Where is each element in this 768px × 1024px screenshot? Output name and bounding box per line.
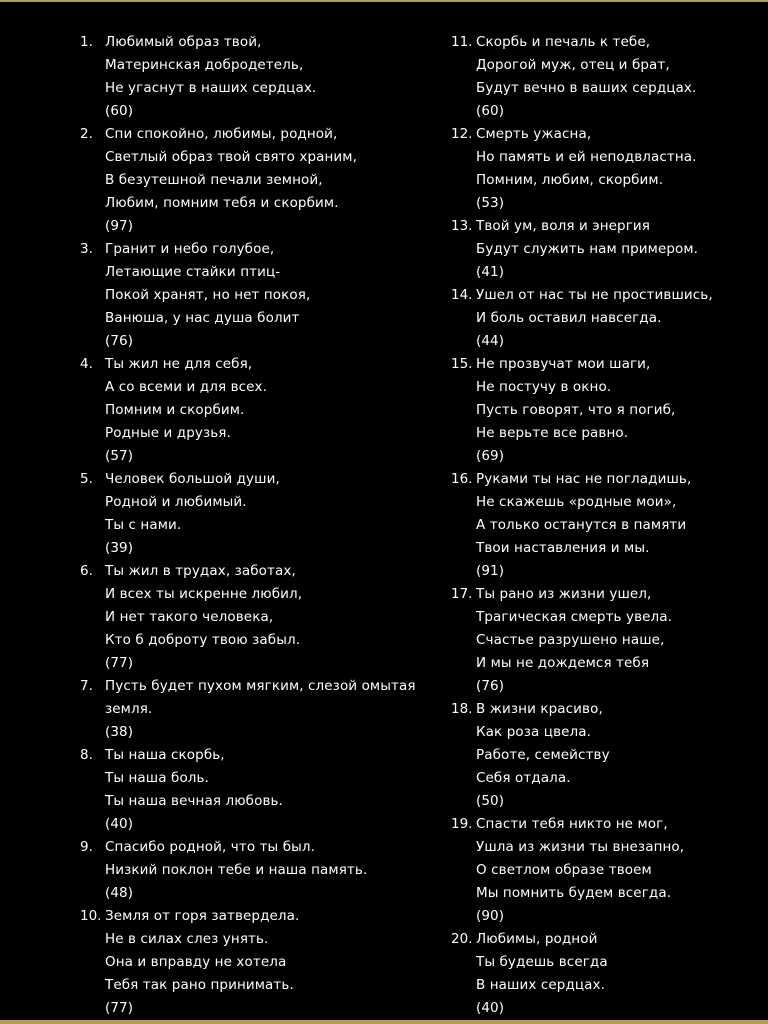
entry-number: 4. [80, 356, 93, 372]
entry-count: (57) [105, 448, 134, 464]
entry-line: Ты наша боль. [105, 770, 209, 786]
entry-line: Но память и ей неподвластна. [476, 149, 697, 165]
epitaph-entry [80, 31, 420, 123]
entry-line: Родной и любимый. [105, 494, 247, 510]
entry-line: Спасибо родной, что ты был. [105, 839, 316, 855]
epitaph-entry [451, 928, 751, 1020]
entry-count: (40) [476, 1000, 505, 1016]
entry-count: (38) [105, 724, 134, 740]
entry-line: Светлый образ твой свято храним, [105, 149, 357, 165]
entry-number: 11. [451, 34, 473, 50]
entry-number: 6. [80, 563, 93, 579]
entry-count: (44) [476, 333, 505, 349]
entry-line: И боль оставил навсегда. [476, 310, 662, 326]
entry-line: Гранит и небо голубое, [105, 241, 275, 257]
entry-line: Спасти тебя никто не мог, [476, 816, 668, 832]
entry-number: 8. [80, 747, 93, 763]
entry-line: Любим, помним тебя и скорбим. [105, 195, 339, 211]
entry-count: (50) [476, 793, 505, 809]
entry-line: Покой хранят, но нет покоя, [105, 287, 311, 303]
entry-count: (69) [476, 448, 505, 464]
entry-line: земля. [105, 701, 153, 717]
entry-line: Не скажешь «родные мои», [476, 494, 677, 510]
left-column [80, 31, 420, 1020]
entry-count: (97) [105, 218, 134, 234]
epitaph-entry [451, 353, 751, 468]
entry-number: 2. [80, 126, 93, 142]
entry-line: Пусть будет пухом мягким, слезой омытая [105, 678, 416, 694]
entry-line: Себя отдала. [476, 770, 571, 786]
entry-count: (40) [105, 816, 134, 832]
entry-line: Любимый образ твой, [105, 34, 262, 50]
entry-number: 9. [80, 839, 93, 855]
entry-count: (60) [105, 103, 134, 119]
entry-line: Смерть ужасна, [476, 126, 592, 142]
epitaph-entry [451, 813, 751, 928]
epitaph-entry [80, 468, 420, 560]
entry-count: (39) [105, 540, 134, 556]
entry-number: 3. [80, 241, 93, 257]
entry-line: Ты будешь всегда [476, 954, 608, 970]
entry-line: Не в силах слез унять. [105, 931, 269, 947]
entry-line: Спи спокойно, любимы, родной, [105, 126, 338, 142]
entry-line: Будут служить нам примером. [476, 241, 699, 257]
entry-line: Помним и скорбим. [105, 402, 245, 418]
epitaph-entry [451, 31, 751, 123]
entry-line: Не постучу в окно. [476, 379, 612, 395]
entry-number: 1. [80, 34, 93, 50]
entry-line: Тебя так рано принимать. [105, 977, 294, 993]
entry-line: В безутешной печали земной, [105, 172, 323, 188]
entry-number: 5. [80, 471, 93, 487]
entry-count: (90) [476, 908, 505, 924]
entry-line: Материнская добродетель, [105, 57, 304, 73]
epitaph-entry [80, 905, 420, 1020]
entry-line: Скорбь и печаль к тебе, [476, 34, 651, 50]
entry-line: Не верьте все равно. [476, 425, 629, 441]
entry-line: Человек большой души, [105, 471, 280, 487]
entry-line: Ушел от нас ты не простившись, [476, 287, 713, 303]
entry-number: 15. [451, 356, 473, 372]
entry-line: Низкий поклон тебе и наша память. [105, 862, 368, 878]
epitaph-entry [80, 836, 420, 905]
entry-line: Она и вправду не хотела [105, 954, 287, 970]
entry-number: 12. [451, 126, 473, 142]
entry-line: Ты с нами. [105, 517, 182, 533]
epitaph-entry [80, 123, 420, 238]
epitaph-entry [451, 583, 751, 698]
entry-line: Ванюша, у нас душа болит [105, 310, 300, 326]
entry-line: Ты наша скорбь, [105, 747, 225, 763]
entry-line: Летающие стайки птиц- [105, 264, 281, 280]
epitaph-entry [451, 468, 751, 583]
entry-line: Земля от горя затвердела. [105, 908, 300, 924]
epitaph-entry [451, 215, 751, 284]
entry-line: О светлом образе твоем [476, 862, 652, 878]
entry-line: Ты жил в трудах, заботах, [105, 563, 296, 579]
entry-count: (41) [476, 264, 505, 280]
entry-line: Пусть говорят, что я погиб, [476, 402, 676, 418]
entry-line: В жизни красиво, [476, 701, 603, 717]
entry-line: Работе, семейству [476, 747, 610, 763]
entry-line: А только останутся в памяти [476, 517, 687, 533]
entry-line: Любимы, родной [476, 931, 598, 947]
entry-line: Твой ум, воля и энергия [476, 218, 651, 234]
entry-line: Кто б доброту твою забыл. [105, 632, 301, 648]
entry-line: Как роза цвела. [476, 724, 592, 740]
entry-line: Руками ты нас не погладишь, [476, 471, 692, 487]
entry-line: Родные и друзья. [105, 425, 231, 441]
entry-line: Помним, любим, скорбим. [476, 172, 664, 188]
epitaph-entry [451, 123, 751, 215]
entry-line: И мы не дождемся тебя [476, 655, 650, 671]
entry-line: Ушла из жизни ты внезапно, [476, 839, 685, 855]
entry-number: 18. [451, 701, 473, 717]
epitaph-entry [80, 744, 420, 836]
entry-number: 17. [451, 586, 473, 602]
entry-line: И нет такого человека, [105, 609, 274, 625]
epitaph-entry [80, 675, 420, 744]
entry-line: Будут вечно в ваших сердцах. [476, 80, 697, 96]
entry-line: В наших сердцах. [476, 977, 606, 993]
epitaph-entry [80, 238, 420, 353]
entry-line: Дорогой муж, отец и брат, [476, 57, 670, 73]
epitaph-entry [80, 353, 420, 468]
entry-line: Счастье разрушено наше, [476, 632, 665, 648]
entry-line: Ты рано из жизни ушел, [476, 586, 652, 602]
entry-count: (53) [476, 195, 505, 211]
entry-number: 7. [80, 678, 93, 694]
epitaph-entry [451, 284, 751, 353]
epitaph-entry [451, 698, 751, 813]
entry-line: Ты наша вечная любовь. [105, 793, 283, 809]
epitaph-entry [80, 560, 420, 675]
entry-line: Мы помнить будем всегда. [476, 885, 672, 901]
entry-line: Не угаснут в наших сердцах. [105, 80, 317, 96]
entry-number: 14. [451, 287, 473, 303]
entry-number: 19. [451, 816, 473, 832]
right-column [451, 31, 751, 1020]
entry-count: (60) [476, 103, 505, 119]
entry-number: 10. [80, 908, 102, 924]
entry-line: Твои наставления и мы. [476, 540, 650, 556]
entry-number: 13. [451, 218, 473, 234]
entry-count: (76) [105, 333, 134, 349]
entry-count: (48) [105, 885, 134, 901]
entry-line: Трагическая смерть увела. [476, 609, 673, 625]
entry-line: А со всеми и для всех. [105, 379, 268, 395]
entry-line: Не прозвучат мои шаги, [476, 356, 651, 372]
entry-count: (91) [476, 563, 505, 579]
entry-line: И всех ты искренне любил, [105, 586, 303, 602]
entry-number: 16. [451, 471, 473, 487]
entry-number: 20. [451, 931, 473, 947]
entry-count: (77) [105, 655, 134, 671]
entry-count: (77) [105, 1000, 134, 1016]
entry-count: (76) [476, 678, 505, 694]
entry-line: Ты жил не для себя, [105, 356, 253, 372]
